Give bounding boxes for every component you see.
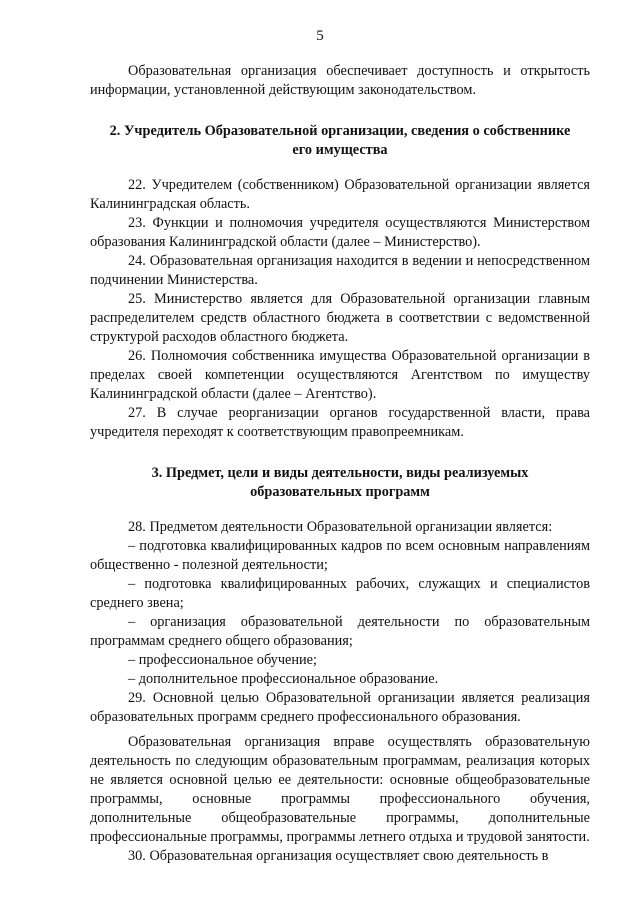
clause-23: 23. Функции и полномочия учредителя осуществляются Министерством образования Калининградской области (далее – Министерство).: [90, 215, 590, 250]
activity-list-item: – профессиональное обучение;: [128, 652, 317, 668]
activity-list-item: – организация образовательной деятельности по образовательным программам среднего общего образования;: [90, 614, 590, 649]
clause-25: 25. Министерство является для Образовательной организации главным распределителем средств областного бюджета в соответствии с ведомственной структурой расходов областного бюджета.: [90, 291, 590, 345]
intro-paragraph: Образовательная организация обеспечивает доступность и открытость информации, установленной действующим законодательством.: [90, 63, 590, 98]
clause-27: 27. В случае реорганизации органов государственной власти, права учредителя переходят к соответствующим правопреемникам.: [90, 405, 590, 440]
clause-30: 30. Образовательная организация осуществляет свою деятельность в: [128, 848, 549, 864]
section-3-title-line-2: образовательных программ: [250, 484, 430, 500]
clause-24: 24. Образовательная организация находится в ведении и непосредственном подчинении Министерства.: [90, 253, 590, 288]
section-2-title: [90, 122, 590, 160]
clause-22: 22. Учредителем (собственником) Образовательной организации является Калининградская область.: [90, 177, 590, 212]
activity-list-item: – дополнительное профессиональное образование.: [128, 671, 439, 687]
activity-list-item: – подготовка квалифицированных кадров по всем основным направлениям общественно - полезной деятельности;: [90, 538, 590, 573]
section-2-title-line-1: 2. Учредитель Образовательной организации, сведения о собственнике: [109, 123, 571, 139]
page-content: [90, 62, 590, 866]
page-number: 5: [316, 28, 324, 44]
clause-28: 28. Предметом деятельности Образовательной организации является:: [128, 519, 553, 535]
clause-29: 29. Основной целью Образовательной организации является реализация образовательных программ среднего профессионального образования.: [90, 690, 590, 725]
clause-26: 26. Полномочия собственника имущества Образовательной организации в пределах своей компетенции осуществляются Агентством по имуществу Калининградской области (далее – Агентство).: [90, 348, 590, 402]
activity-list-item: – подготовка квалифицированных рабочих, служащих и специалистов среднего звена;: [90, 576, 590, 611]
section-2-title-line-2: его имущества: [292, 142, 388, 158]
section-3-title: [90, 464, 590, 502]
section-3-title-line-1: 3. Предмет, цели и виды деятельности, виды реализуемых: [151, 465, 529, 481]
additional-programs-paragraph: Образовательная организация вправе осуществлять образовательную деятельность по следующим образовательным программам, реализация которых не является основной целью ее деятельности: основные общеобразовательные программы, основные программы профессионального обучения, дополнительные общеобразовательные программы, дополнительные профессиональные программы, программы летнего отдыха и трудовой занятости.: [90, 734, 590, 845]
